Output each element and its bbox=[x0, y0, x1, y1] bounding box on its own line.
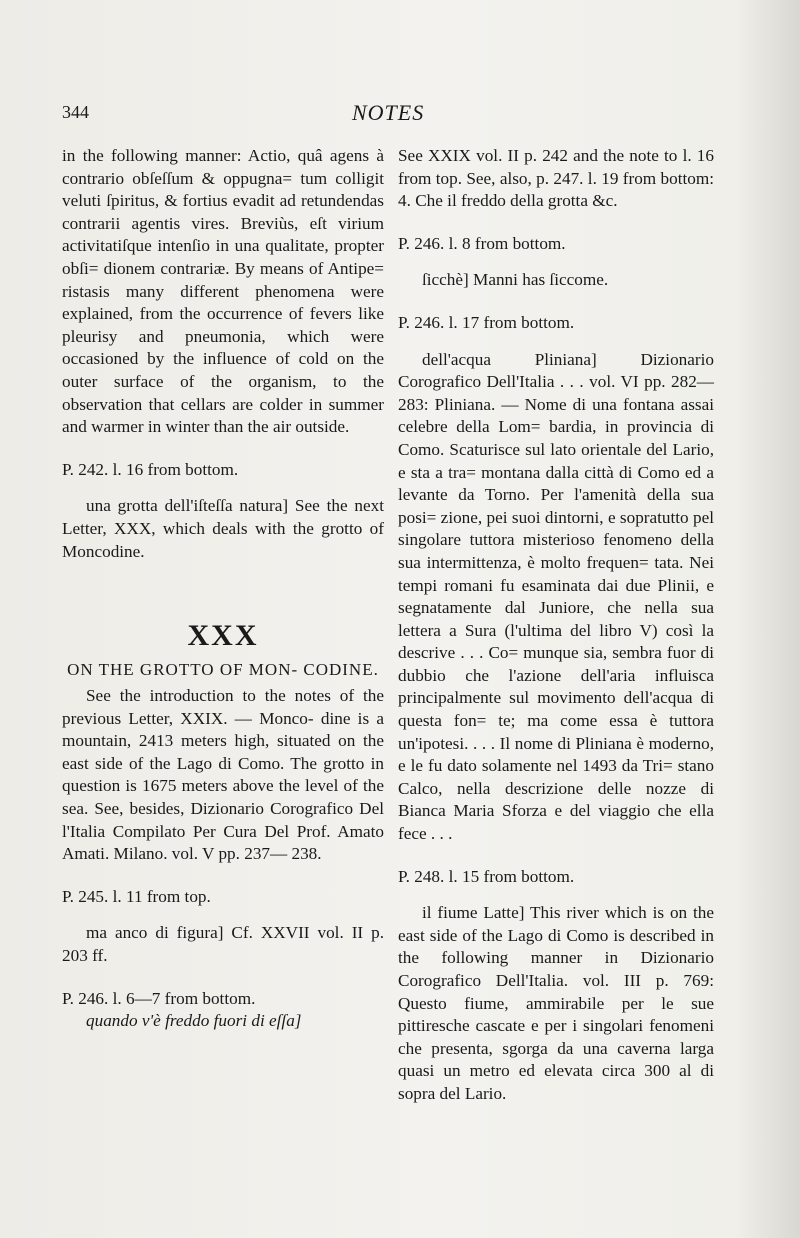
note-paragraph: ma anco di figura] Cf. XXVII vol. II p. 203 ff. bbox=[62, 923, 384, 966]
section-numeral: XXX bbox=[187, 619, 259, 653]
note-paragraph: il fiume Latte] This river which is on the east side of the Lago di Como is described in the following manner in Dizionario Corografico Dell'Italia. vol. III p. 769: Questo fiume, ammirabile per le sue pittiresche cascate e per i singolari fenomeni che presenta, sgorga da una caverna larga quasi un metro ed elevata circa 300 al di sopra del Lario. bbox=[398, 903, 714, 1103]
note-paragraph: una grotta dell'iſteſſa natura] See the next Letter, XXX, which deals with the grotto of Moncodine. bbox=[62, 496, 384, 561]
note-reference: P. 245. l. 11 from top. bbox=[62, 886, 211, 906]
note-reference: P. 248. l. 15 from bottom. bbox=[398, 866, 575, 886]
right-column bbox=[398, 145, 714, 1106]
note-reference: P. 246. l. 6—7 from bottom. bbox=[62, 988, 256, 1008]
section-title: ON THE GROTTO OF MON- CODINE. bbox=[67, 660, 379, 680]
note-reference: P. 246. l. 8 from bottom. bbox=[398, 233, 566, 253]
note-paragraph: See the introduction to the notes of the previous Letter, XXIX. — Monco- dine is a mountain, 2413 meters high, situated on the east side of the Lago di Como. The grotto in question is 1675 meters above the level of the sea. See, besides, Dizionario Corografico Del l'Italia Compilato Per Cura Del Prof. Amato Amati. Milano. vol. V pp. 237— 238. bbox=[62, 686, 384, 864]
note-paragraph: ſicchè] Manni has ſiccome. bbox=[422, 270, 609, 290]
page-number: 344 bbox=[62, 102, 89, 122]
running-title: NOTES bbox=[352, 100, 425, 125]
note-reference: P. 246. l. 17 from bottom. bbox=[398, 312, 575, 332]
note-paragraph: quando v'è freddo fuori di eſſa] bbox=[86, 1011, 302, 1031]
left-column bbox=[62, 145, 384, 1033]
note-paragraph: See XXIX vol. II p. 242 and the note to l. 16 from top. See, also, p. 247. l. 19 from bottom: 4. Che il freddo della grotta &c. bbox=[398, 146, 714, 211]
note-paragraph: in the following manner: Actio, quâ agens à contrario obſeſſum & oppugna= tum colligit veluti ſpiritus, & fortius evadit ad retundendas contrarii agentis vires. Breviùs, eſt virium activitatiſque intenſio in una qualitate, propter obſi= dionem contrariæ. By means of Antipe= ristasis many different phenomena were explained, from the occurrence of fevers like pleurisy and pneumonia, which were occasioned by the influence of cold on the outer surface of the organism, to the observation that cellars are colder in summer and warmer in winter than the air outside. bbox=[62, 146, 384, 437]
page-header bbox=[62, 100, 722, 130]
note-reference: P. 242. l. 16 from bottom. bbox=[62, 459, 239, 479]
note-paragraph: dell'acqua Pliniana] Dizionario Corografico Dell'Italia . . . vol. VI pp. 282—283: Pliniana. — Nome di una fontana assai celebre della Lom= bardia, in provincia di Como. Scaturisce sul lato orientale del Lario, e sta a tra= montana dalla città di Como ed a levante da Torno. Per l'amenità della sua posi= zione, pei suoi dintorni, e sopratutto pel singolare tuttora misterioso fenomeno della sua intermittenza, è molto frequen= tata. Nei tempi romani fu esaminata dai due Plinii, e segnatamente dal Juniore, che nella sua lettera a Sura (l'ultima del libro V) così la descrive . . . Co= munque sia, sembra fuor di dubbio che l'azione dell'aria influisca principalmente sul movimento dell'acqua di questa fon= te; ma come essa è tuttora un'ipotesi. . . . Il nome di Pliniana è moderno, e le fu dato solamente nel 1493 da Tri= stano Calco, nella descrizione delle nozze di Bianca Maria Sforza e del viaggio che ella fece . . . bbox=[398, 349, 714, 844]
